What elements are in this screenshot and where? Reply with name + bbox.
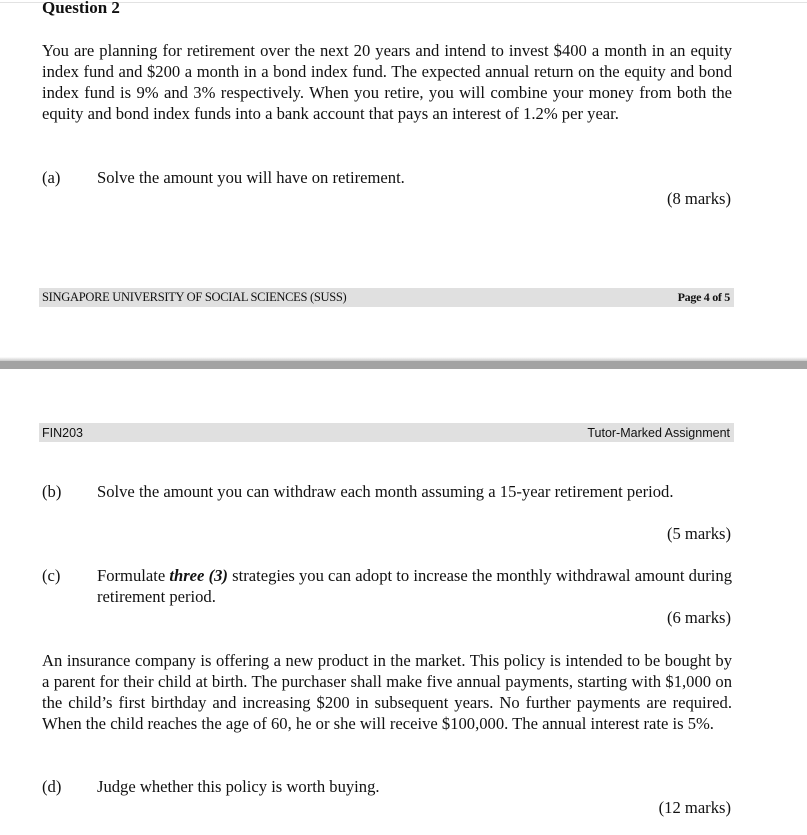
part-d-marks: (12 marks) [658, 798, 731, 817]
page-break [0, 361, 807, 369]
footer-institution: SINGAPORE UNIVERSITY OF SOCIAL SCIENCES (SUSS) [42, 290, 347, 304]
part-a-marks: (8 marks) [666, 189, 731, 208]
part-d-text: Judge whether this policy is worth buying. [97, 777, 380, 796]
top-rule [0, 2, 807, 3]
page-footer [39, 288, 734, 307]
part-c-text-end: strategies you can adopt to increase the monthly withdrawal amount during retirement period. [97, 566, 732, 606]
part-c-label: (c) [42, 566, 61, 585]
part-b-marks: (5 marks) [666, 524, 731, 543]
question-intro: You are planning for retirement over the next 20 years and intend to invest $400 a month in an equity index fund and $200 a month in a bond index fund. The expected annual return on the equity and bond index fund is 9% and 3% respectively. When you retire, you will combine your money from both the equity and bond index funds into a bank account that pays an interest of 1.2% per year. [42, 41, 732, 123]
question-title: Question 2 [42, 0, 120, 17]
footer-page-number: Page 4 of 5 [677, 290, 730, 304]
part-c-text-start: Formulate [97, 566, 170, 585]
page-header [39, 423, 734, 442]
insurance-paragraph: An insurance company is offering a new product in the market. This policy is intended to be bought by a parent for their child at birth. The purchaser shall make five annual payments, starting with $1,000 on the child’s first birthday and increasing $200 in subsequent years. No further payments are required. When the child reaches the age of 60, he or she will receive $100,000. The annual interest rate is 5%. [42, 651, 732, 733]
part-b-text: Solve the amount you can withdraw each month assuming a 15-year retirement period. [97, 482, 674, 501]
header-assignment-type: Tutor-Marked Assignment [587, 425, 730, 440]
part-c-text [97, 565, 732, 607]
header-course-code: FIN203 [42, 425, 83, 440]
part-a-label: (a) [42, 168, 61, 187]
part-a-text: Solve the amount you will have on retirement. [97, 168, 405, 187]
part-d-label: (d) [42, 777, 62, 796]
part-c-marks: (6 marks) [666, 608, 731, 627]
part-c-emphasis: three (3) [169, 566, 228, 585]
part-b-label: (b) [42, 482, 62, 501]
